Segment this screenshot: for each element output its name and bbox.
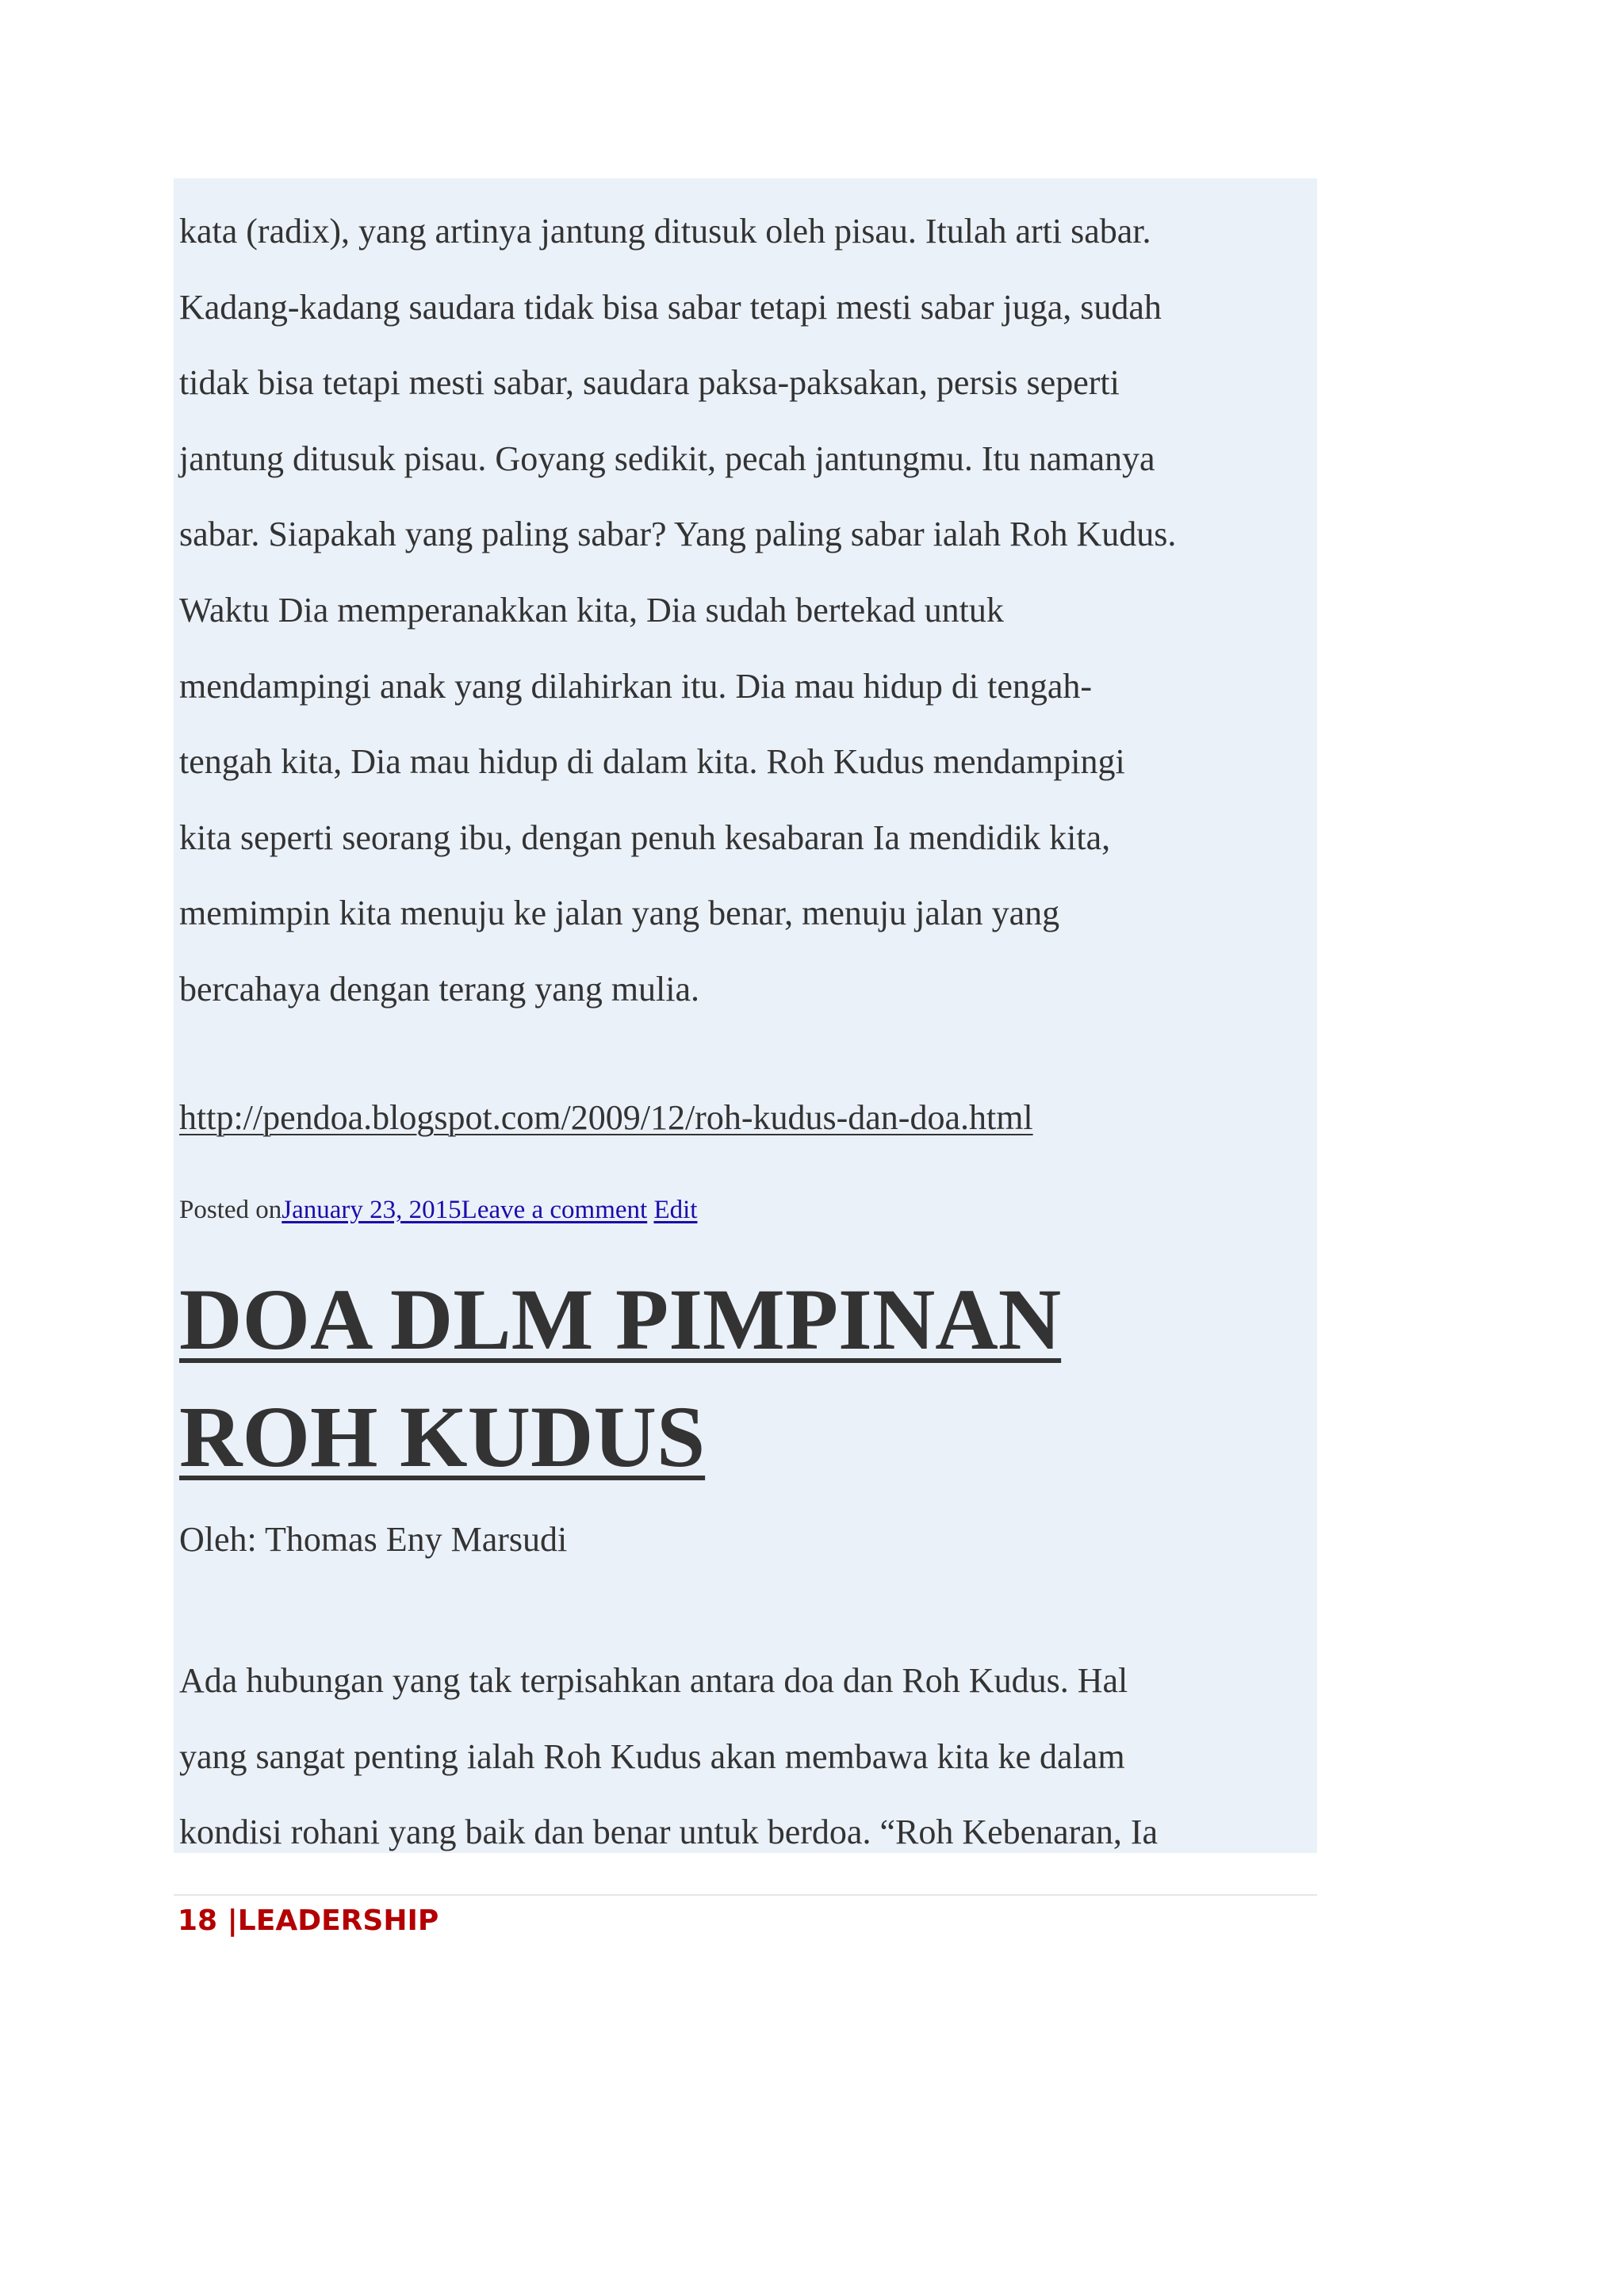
page-footer [178, 1901, 439, 1941]
source-url-link[interactable]: http://pendoa.blogspot.com/2009/12/roh-kudus-dan-doa.html [179, 1098, 1033, 1137]
post-title [179, 1261, 1305, 1495]
page-number: 18 [178, 1904, 218, 1937]
post-meta [179, 1192, 697, 1227]
article-paragraph-doa: Ada hubungan yang tak terpisahkan antara doa dan Roh Kudus. Hal yang sangat penting ialah Roh Kudus akan membawa kita ke dalam kondisi rohani yang baik dan benar untuk berdoa. “Roh Kebenaran, Ia [179, 1661, 1159, 1852]
post-title-link[interactable]: DOA DLM PIMPINAN ROH KUDUS [179, 1271, 1062, 1485]
footer-section-label: LEADERSHIP [237, 1904, 439, 1937]
footer-divider [174, 1894, 1317, 1896]
source-link-line [179, 1094, 1033, 1142]
post-date-link[interactable]: January 23, 2015 [282, 1196, 462, 1224]
posted-on-label: Posted on [179, 1196, 282, 1224]
edit-link[interactable]: Edit [653, 1196, 698, 1224]
leave-comment-link[interactable]: Leave a comment [461, 1196, 648, 1224]
author-byline: Oleh: Thomas Eny Marsudi [179, 1520, 568, 1559]
footer-separator: | [217, 1904, 238, 1937]
article-paragraph-sabar: kata (radix), yang artinya jantung ditusuk oleh pisau. Itulah arti sabar. Kadang-kadang saudara tidak bisa sabar tetapi mesti sabar juga, sudah tidak bisa tetapi mesti sabar, saudara paksa-paksakan, persis seperti jantung ditusuk pisau. Goyang sedikit, pecah jantungmu. Itu namanya sabar. Siapakah yang paling sabar? Yang paling sabar ialah Roh Kudus. Waktu Dia memperanakkan kita, Dia sudah bertekad untuk mendampingi anak yang dilahirkan itu. Dia mau hidup di tengah- tengah kita, Dia mau hidup di dalam kita. Roh Kudus mendampingi kita seperti seorang ibu, dengan penuh kesabaran Ia mendidik kita, memimpin kita menuju ke jalan yang benar, menuju jalan yang bercahaya dengan terang yang mulia. [179, 212, 1177, 1009]
